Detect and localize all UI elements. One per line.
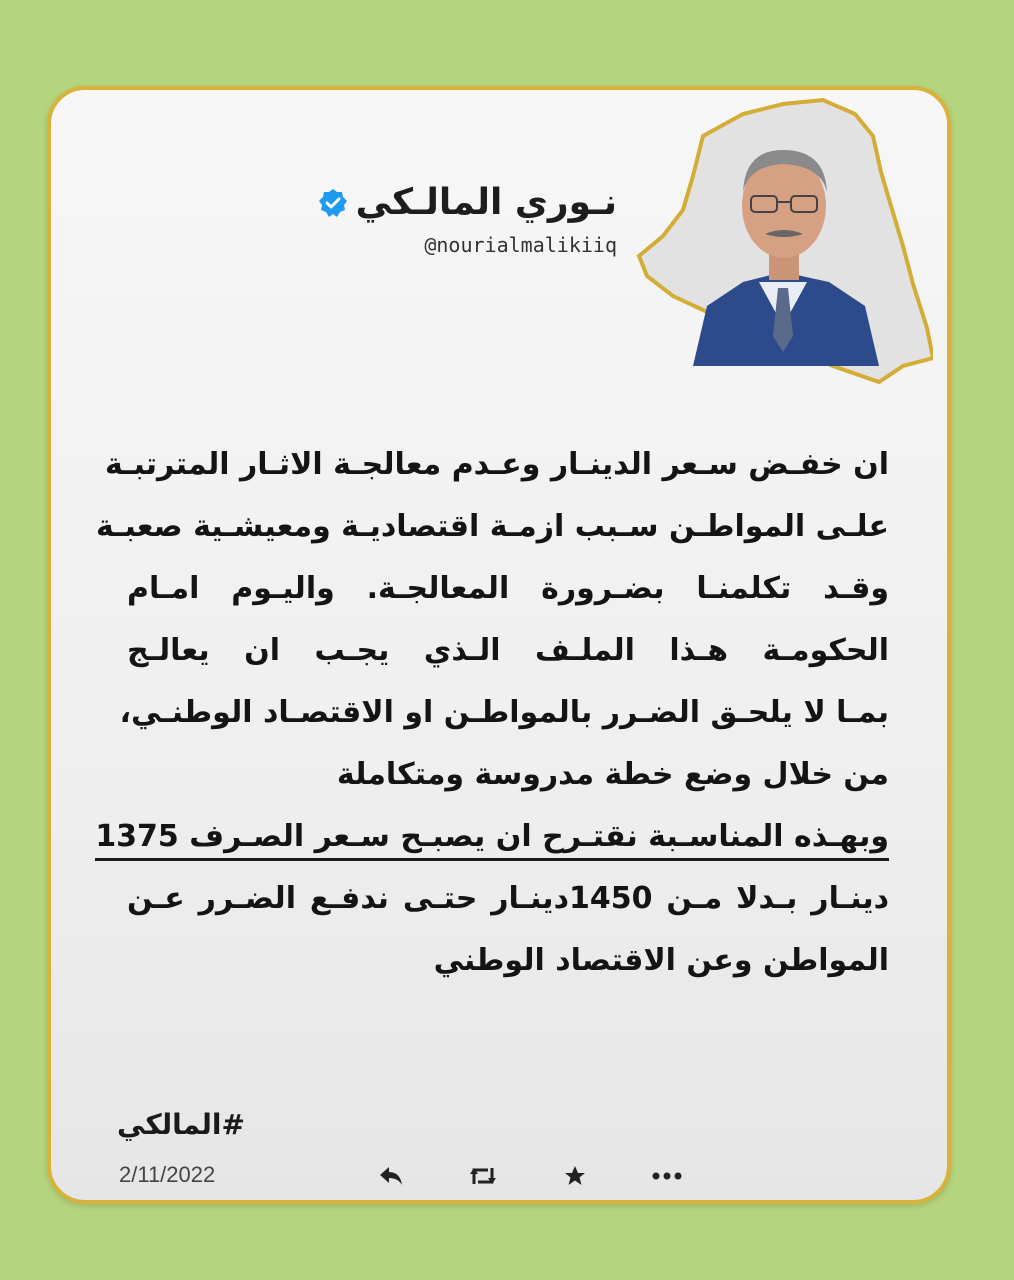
tweet-line: بمـا لا يلحـق الضـرر بالمواطـن او الاقتصـاد الوطنـي،: [119, 695, 889, 730]
tweet-header: [318, 182, 617, 257]
tweet-actions: [373, 1158, 685, 1194]
more-icon: [651, 1171, 683, 1181]
retweet-button[interactable]: [465, 1158, 501, 1194]
tweet-date: 2/11/2022: [119, 1162, 216, 1187]
tweet-line: المواطن وعن الاقتصاد الوطني: [433, 943, 889, 978]
like-button[interactable]: [557, 1158, 593, 1194]
tweet-line: الحكومـة هـذا الملـف الـذي يجـب ان يعالـج: [127, 633, 889, 668]
tweet-line: علـى المواطـن سـبب ازمـة اقتصاديـة ومعيشـية صعبـة: [96, 509, 889, 544]
author-name[interactable]: نـوري المالـكي: [355, 182, 617, 223]
author-handle[interactable]: @nourialmalikiiq: [424, 233, 617, 257]
tweet-card: [47, 86, 951, 1204]
more-button[interactable]: [649, 1158, 685, 1194]
tweet-line: وقـد تكلمنـا بضـرورة المعالجـة. واليـوم امـام: [127, 571, 889, 606]
tweet-line: ان خفـض سـعر الدينـار وعـدم معالجـة الاثـار المترتبـة: [105, 447, 889, 482]
star-icon: [563, 1164, 587, 1188]
tweet-line: دينـار بـدلا مـن 1450دينـار حتـى ندفـع الضـرر عـن: [127, 881, 890, 916]
hashtag-link[interactable]: #المالكي: [117, 1108, 245, 1141]
tweet-body: [95, 434, 890, 992]
retweet-icon: [468, 1164, 498, 1188]
tweet-line: من خلال وضع خطة مدروسة ومتكاملة: [336, 757, 889, 792]
author-photo-map: [633, 96, 933, 386]
tweet-line-underlined: وبهـذه المناسـبة نقتـرح ان يصبـح سـعر الصـرف 1375: [127, 806, 889, 868]
reply-button[interactable]: [373, 1158, 409, 1194]
author-row: [318, 182, 617, 223]
verified-badge-icon: [318, 188, 348, 218]
reply-icon: [378, 1165, 404, 1187]
